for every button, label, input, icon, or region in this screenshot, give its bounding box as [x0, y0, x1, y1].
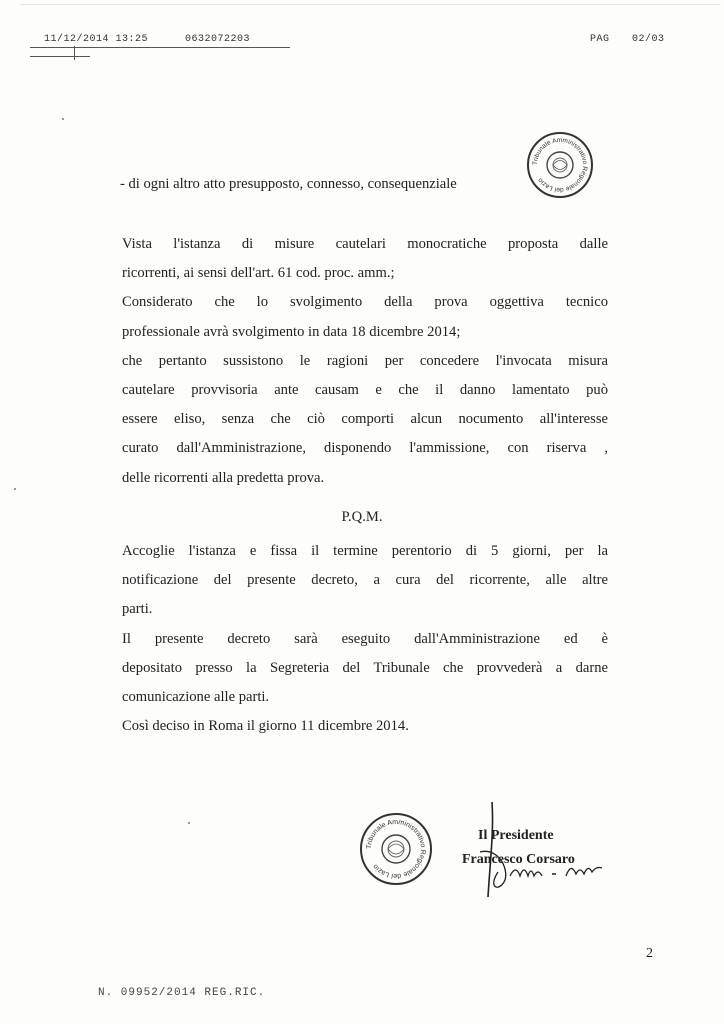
text-line: cautelare provvisoria ante causam e che il danno lamentato può: [122, 382, 608, 399]
text-line: Vista l'istanza di misure cautelari monocratiche proposta dalle: [122, 236, 608, 252]
stamp-text: Tribunale Amministrativo Regionale del Lazio: [531, 136, 589, 194]
official-stamp: [527, 132, 593, 198]
fax-rule: [30, 56, 90, 57]
stamp-icon: [529, 134, 591, 196]
text-line: delle ricorrenti alla predetta prova.: [122, 469, 325, 486]
scan-edge-line: [20, 4, 720, 5]
fax-page-count: 02/03: [632, 34, 665, 45]
text-line: essere eliso, senza che ciò comporti alcun nocumento all'interesse: [122, 411, 608, 428]
text-line: Accoglie l'istanza e fissa il termine perentorio di 5 giorni, per la: [122, 543, 608, 559]
stamp-text: Tribunale Amministrativo Regionale del Lazio: [365, 818, 427, 880]
scan-speck: [14, 488, 16, 490]
fax-datetime: 11/12/2014 13:25: [44, 34, 149, 45]
paragraph-vista: [122, 230, 608, 493]
page-number: 2: [646, 946, 653, 961]
pqm-heading: P.Q.M.: [341, 509, 383, 525]
text-line: comunicazione alle parti.: [122, 689, 270, 706]
stamp-icon: [362, 815, 430, 883]
fax-rule: [30, 47, 290, 48]
fax-tick: [74, 46, 75, 60]
paragraph-dispositivo: [122, 537, 608, 741]
text-line: Considerato che lo svolgimento della prova oggettiva tecnico: [122, 294, 608, 311]
fax-number: 0632072203: [185, 34, 251, 45]
fax-page-label: PAG: [590, 34, 610, 45]
signature-name: Francesco Corsaro: [462, 852, 575, 867]
text-line: Il presente decreto sarà eseguito dall'Amministrazione ed è: [122, 630, 608, 647]
text-line: notificazione del presente decreto, a cura del ricorrente, alle altre: [122, 572, 608, 589]
handwritten-signature-icon: [470, 792, 620, 902]
text-line: depositato presso la Segreteria del Tribunale che provvederà a darne: [122, 659, 608, 676]
official-stamp: [360, 813, 432, 885]
text-line: Così deciso in Roma il giorno 11 dicembre 2014.: [122, 718, 409, 735]
text-line: che pertanto sussistono le ragioni per concedere l'invocata misura: [122, 352, 608, 369]
signature-title: Il Presidente: [478, 828, 554, 843]
text-line: parti.: [122, 601, 153, 618]
scan-speck: [62, 118, 64, 120]
fax-header: [0, 34, 724, 64]
scan-speck: [188, 822, 190, 824]
first-line: - di ogni altro atto presupposto, connesso, consequenziale: [120, 176, 457, 192]
footer-reference: N. 09952/2014 REG.RIC.: [98, 987, 266, 995]
text-line: ricorrenti, ai sensi dell'art. 61 cod. proc. amm.;: [122, 265, 395, 282]
text-line: professionale avrà svolgimento in data 18 dicembre 2014;: [122, 323, 461, 340]
text-line: curato dall'Amministrazione, disponendo l'ammissione, con riserva ,: [122, 440, 608, 457]
